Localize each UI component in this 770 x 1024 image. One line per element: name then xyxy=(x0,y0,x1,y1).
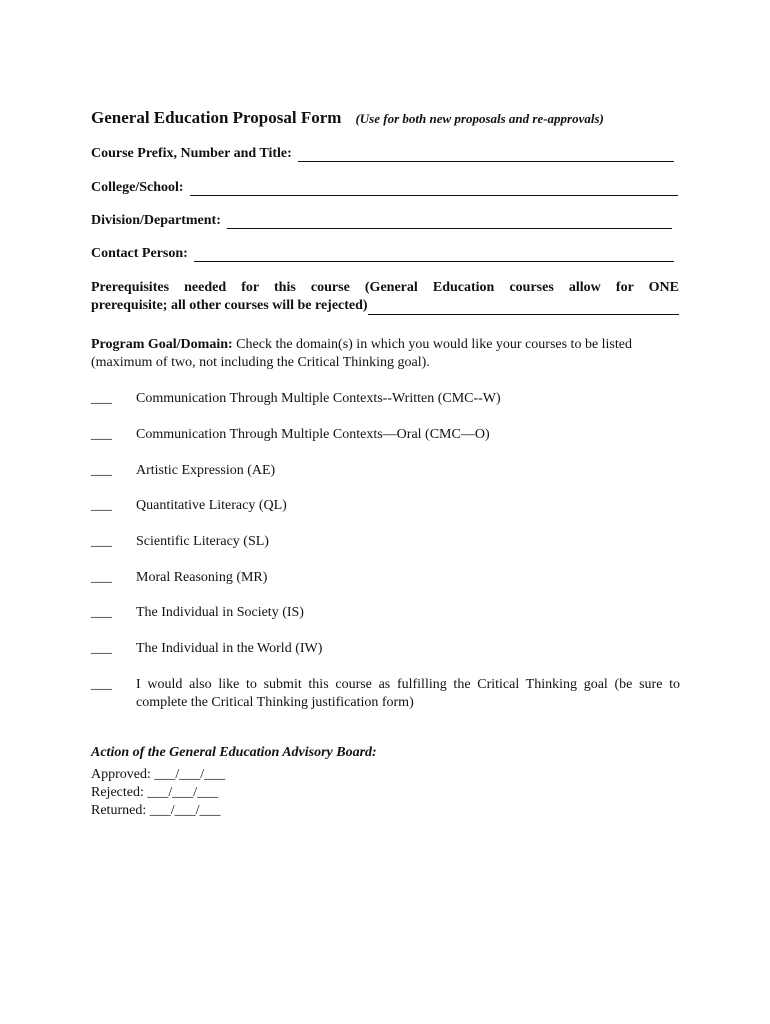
critical-thinking-label: I would also like to submit this course as fulfilling the Critical Thinking goal (be sure to complete the Critical Thinking justification form) xyxy=(136,677,680,710)
division-department-field[interactable] xyxy=(91,213,678,229)
program-goal xyxy=(91,336,681,372)
course-prefix-field[interactable] xyxy=(91,146,678,162)
domain-option[interactable] xyxy=(91,604,680,622)
domain-option[interactable] xyxy=(91,533,680,551)
domain-checkbox[interactable]: ___ xyxy=(91,534,112,549)
form-header xyxy=(91,108,604,128)
domain-label: Moral Reasoning (MR) xyxy=(136,570,268,585)
domain-label: Communication Through Multiple Contexts—Oral (CMC—O) xyxy=(136,427,490,442)
college-school-label: College/School: xyxy=(91,180,184,195)
returned-date[interactable]: Returned: ___/___/___ xyxy=(91,803,221,818)
prerequisites-line-1: Prerequisites needed for this course (General Education courses allow for ONE xyxy=(91,280,679,295)
domain-option[interactable] xyxy=(91,390,680,408)
domain-checkbox[interactable]: ___ xyxy=(91,463,112,478)
domain-label: Quantitative Literacy (QL) xyxy=(136,498,287,513)
prerequisites-block xyxy=(91,279,679,315)
advisory-board-title: Action of the General Education Advisory Board: xyxy=(91,745,377,760)
domain-option[interactable] xyxy=(91,640,680,658)
domain-checkbox[interactable]: ___ xyxy=(91,391,112,406)
domain-checkbox[interactable]: ___ xyxy=(91,641,112,656)
program-goal-text: Check the domain(s) in which you would like your courses to be listed (maximum of two, not including the Critical Thinking goal). xyxy=(91,337,632,370)
form-subtitle: (Use for both new proposals and re-approvals) xyxy=(355,111,604,126)
domain-label: The Individual in Society (IS) xyxy=(136,605,304,620)
domain-option[interactable] xyxy=(91,569,680,587)
domain-option[interactable] xyxy=(91,426,680,444)
domain-checkbox[interactable]: ___ xyxy=(91,498,112,513)
domain-checkbox[interactable]: ___ xyxy=(91,605,112,620)
critical-thinking-checkbox[interactable]: ___ xyxy=(91,677,112,692)
domain-option[interactable] xyxy=(91,462,680,480)
college-school-line[interactable] xyxy=(190,180,678,196)
college-school-field[interactable] xyxy=(91,180,678,196)
prerequisites-line[interactable] xyxy=(368,300,679,315)
domain-checkbox[interactable]: ___ xyxy=(91,570,112,585)
critical-thinking-option[interactable] xyxy=(91,676,680,712)
course-prefix-label: Course Prefix, Number and Title: xyxy=(91,146,292,161)
domain-label: Communication Through Multiple Contexts--Written (CMC--W) xyxy=(136,391,501,406)
domain-checkbox[interactable]: ___ xyxy=(91,427,112,442)
division-department-label: Division/Department: xyxy=(91,213,221,228)
approved-date[interactable]: Approved: ___/___/___ xyxy=(91,767,226,782)
contact-person-label: Contact Person: xyxy=(91,246,188,261)
rejected-date[interactable]: Rejected: ___/___/___ xyxy=(91,785,219,800)
contact-person-field[interactable] xyxy=(91,246,678,262)
domain-label: Scientific Literacy (SL) xyxy=(136,534,269,549)
domain-label: The Individual in the World (IW) xyxy=(136,641,323,656)
domain-option[interactable] xyxy=(91,497,680,515)
division-department-line[interactable] xyxy=(227,213,672,229)
prerequisites-line-2-row[interactable] xyxy=(91,297,679,315)
course-prefix-line[interactable] xyxy=(298,146,674,162)
form-title: General Education Proposal Form xyxy=(91,108,342,127)
prerequisites-line-2: prerequisite; all other courses will be rejected) xyxy=(91,298,368,313)
program-goal-label: Program Goal/Domain: xyxy=(91,337,233,352)
contact-person-line[interactable] xyxy=(194,246,674,262)
domain-label: Artistic Expression (AE) xyxy=(136,463,276,478)
